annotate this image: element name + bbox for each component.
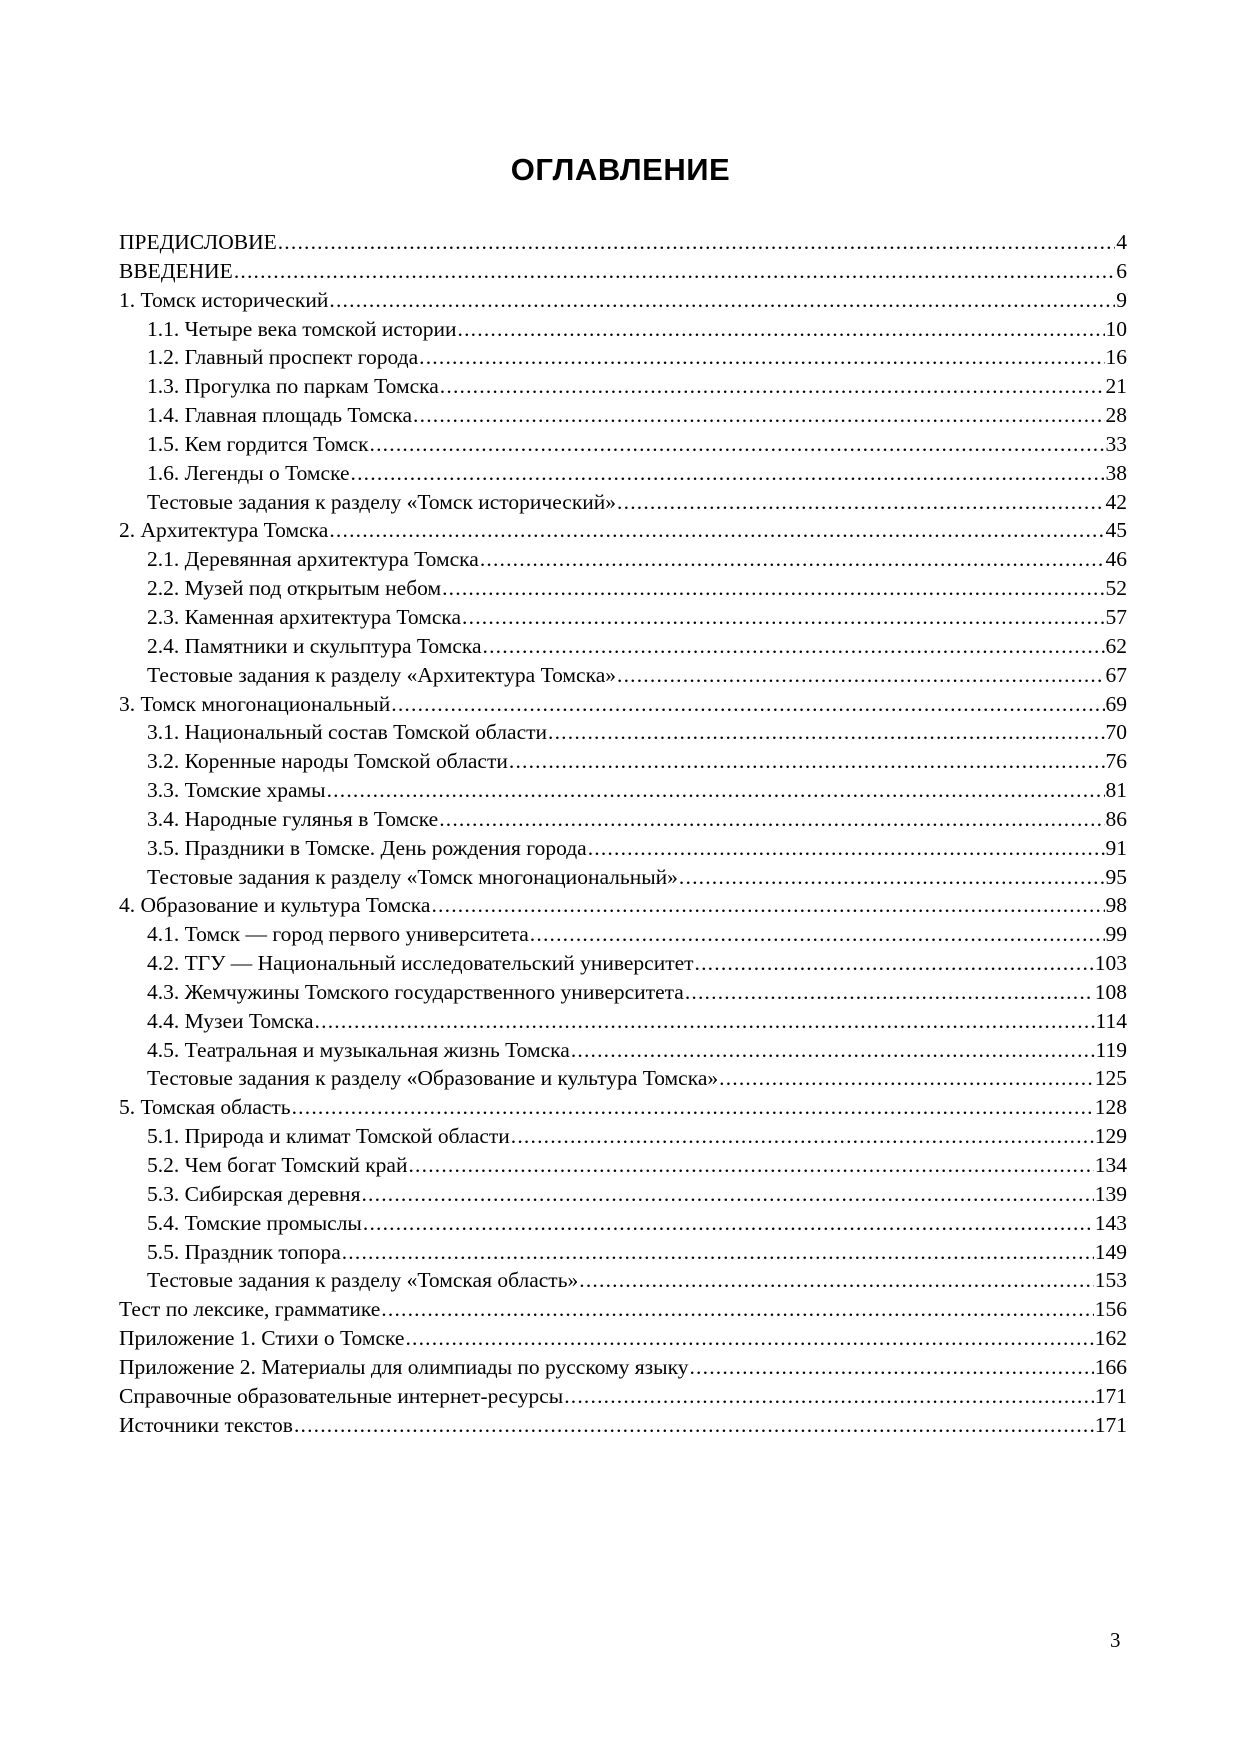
toc-entry[interactable] bbox=[119, 920, 1127, 949]
toc-entry-page: 42 bbox=[1105, 489, 1127, 514]
toc-entry-label: 2. Архитектура Томска bbox=[119, 518, 329, 543]
toc-entry[interactable] bbox=[119, 978, 1127, 1007]
toc-entry-page: 143 bbox=[1094, 1210, 1127, 1235]
toc-entry-label: 4.4. Музеи Томска bbox=[147, 1008, 314, 1033]
toc-entry-label: 1.4. Главная площадь Томска bbox=[147, 403, 413, 428]
toc-entry-label: Тестовые задания к разделу «Архитектура Томска» bbox=[147, 662, 616, 687]
toc-entry-page: 16 bbox=[1105, 345, 1127, 370]
toc-entry-label: 2.4. Памятники и скульптура Томска bbox=[147, 633, 482, 658]
toc-entry-label: 1.3. Прогулка по паркам Томска bbox=[147, 374, 439, 399]
toc-entry-page: 98 bbox=[1105, 893, 1127, 918]
toc-entry-label: 3.5. Праздники в Томске. День рождения города bbox=[147, 835, 587, 860]
toc-entry-page: 9 bbox=[1116, 287, 1127, 312]
toc-entry-label: 3.4. Народные гулянья в Томске bbox=[147, 806, 439, 831]
toc-entry-page: 81 bbox=[1105, 778, 1127, 803]
toc-entry-label: 4.3. Жемчужины Томского государственного университета bbox=[147, 979, 684, 1004]
toc-entry-page: 156 bbox=[1094, 1297, 1127, 1322]
toc-dot-leader bbox=[381, 1295, 1093, 1324]
toc-entry[interactable] bbox=[119, 343, 1127, 372]
toc-entry-page: 28 bbox=[1105, 403, 1127, 428]
toc-entry-page: 162 bbox=[1094, 1326, 1127, 1351]
toc-dot-leader bbox=[292, 1093, 1094, 1122]
toc-entry-page: 149 bbox=[1094, 1239, 1127, 1264]
toc-dot-leader bbox=[439, 805, 1104, 834]
toc-entry[interactable] bbox=[119, 603, 1127, 632]
toc-entry-label: 3.3. Томские храмы bbox=[147, 778, 326, 803]
toc-dot-leader bbox=[462, 603, 1104, 632]
toc-entry[interactable] bbox=[119, 949, 1127, 978]
toc-entry[interactable] bbox=[119, 1064, 1127, 1093]
toc-dot-leader bbox=[329, 286, 1115, 315]
toc-entry-page: 6 bbox=[1116, 258, 1127, 283]
toc-entry-page: 76 bbox=[1105, 749, 1127, 774]
toc-dot-leader bbox=[294, 1411, 1094, 1440]
toc-entry-label: 4.5. Театральная и музыкальная жизнь Томска bbox=[147, 1037, 570, 1062]
toc-entry[interactable] bbox=[119, 516, 1127, 545]
toc-dot-leader bbox=[689, 1353, 1093, 1382]
page-number: 3 bbox=[1110, 1628, 1121, 1652]
toc-dot-leader bbox=[483, 632, 1105, 661]
toc-entry[interactable] bbox=[119, 1122, 1127, 1151]
toc-entry[interactable] bbox=[119, 805, 1127, 834]
toc-entry[interactable] bbox=[119, 1324, 1127, 1353]
toc-entry[interactable] bbox=[119, 488, 1127, 517]
toc-entry-label: 1.5. Кем гордится Томск bbox=[147, 431, 369, 456]
toc-entry-page: 108 bbox=[1094, 979, 1127, 1004]
toc-dot-leader bbox=[458, 315, 1105, 344]
toc-entry-label: Тестовые задания к разделу «Томск многонациональный» bbox=[147, 864, 678, 889]
toc-entry[interactable] bbox=[119, 1151, 1127, 1180]
toc-entry-page: 91 bbox=[1105, 835, 1127, 860]
toc-entry-label: Источники текстов bbox=[119, 1412, 293, 1437]
toc-entry-page: 171 bbox=[1094, 1383, 1127, 1408]
toc-dot-leader bbox=[719, 1064, 1094, 1093]
toc-dot-leader bbox=[419, 343, 1104, 372]
toc-entry-page: 153 bbox=[1094, 1268, 1127, 1293]
toc-entry[interactable] bbox=[119, 1007, 1127, 1036]
toc-entry-page: 70 bbox=[1105, 720, 1127, 745]
toc-entry-page: 46 bbox=[1105, 547, 1127, 572]
toc-entry-label: 4.1. Томск — город первого университета bbox=[147, 922, 529, 947]
toc-dot-leader bbox=[564, 1382, 1094, 1411]
toc-dot-leader bbox=[361, 1180, 1093, 1209]
toc-dot-leader bbox=[480, 545, 1105, 574]
toc-dot-leader bbox=[571, 1036, 1095, 1065]
toc-entry[interactable] bbox=[119, 1180, 1127, 1209]
toc-dot-leader bbox=[442, 574, 1104, 603]
toc-entry-label: 5. Томская область bbox=[119, 1095, 291, 1120]
toc-entry-label: Приложение 2. Материалы для олимпиады по русскому языку bbox=[119, 1354, 689, 1379]
toc-entry-page: 139 bbox=[1094, 1181, 1127, 1206]
toc-entry[interactable] bbox=[119, 1093, 1127, 1122]
toc-entry-label: 5.4. Томские промыслы bbox=[147, 1210, 362, 1235]
toc-dot-leader bbox=[327, 776, 1105, 805]
toc-entry-page: 62 bbox=[1105, 633, 1127, 658]
toc-entry-label: 1. Томск исторический bbox=[119, 287, 329, 312]
toc-entry-page: 21 bbox=[1105, 374, 1127, 399]
toc-entry-label: 4.2. ТГУ — Национальный исследовательский университет bbox=[147, 951, 694, 976]
toc-dot-leader bbox=[579, 1266, 1093, 1295]
toc-entry-page: 38 bbox=[1105, 460, 1127, 485]
toc-dot-leader bbox=[329, 516, 1104, 545]
toc-dot-leader bbox=[391, 690, 1104, 719]
toc-dot-leader bbox=[509, 747, 1105, 776]
toc-entry[interactable] bbox=[119, 1266, 1127, 1295]
toc-entry-page: 134 bbox=[1094, 1153, 1127, 1177]
toc-entry-label: Тестовые задания к разделу «Томская область» bbox=[147, 1268, 579, 1293]
toc-entry[interactable] bbox=[119, 747, 1127, 776]
toc-entry-label: 4. Образование и культура Томска bbox=[119, 893, 431, 918]
toc-entry[interactable] bbox=[119, 1209, 1127, 1238]
toc-dot-leader bbox=[431, 891, 1104, 920]
toc-entry[interactable] bbox=[119, 430, 1127, 459]
toc-entry-page: 114 bbox=[1095, 1008, 1127, 1033]
toc-dot-leader bbox=[363, 1209, 1094, 1238]
toc-dot-leader bbox=[440, 372, 1105, 401]
toc-entry-label: 3.1. Национальный состав Томской области bbox=[147, 720, 548, 745]
toc-entry-label: 1.2. Главный проспект города bbox=[147, 345, 419, 370]
toc-entry-label: 5.1. Природа и климат Томской области bbox=[147, 1124, 510, 1149]
toc-entry-label: 5.3. Сибирская деревня bbox=[147, 1181, 361, 1206]
toc-entry-page: 171 bbox=[1094, 1412, 1127, 1437]
toc-entry-label: 2.2. Музей под открытым небом bbox=[147, 576, 442, 601]
toc-entry[interactable] bbox=[119, 1411, 1127, 1440]
toc-entry[interactable] bbox=[119, 718, 1127, 747]
toc-entry[interactable] bbox=[119, 891, 1127, 920]
toc-entry-page: 10 bbox=[1105, 316, 1127, 341]
toc-entry-page: 119 bbox=[1095, 1037, 1127, 1062]
toc-dot-leader bbox=[511, 1122, 1094, 1151]
toc-dot-leader bbox=[530, 920, 1105, 949]
toc-entry-label: 2.1. Деревянная архитектура Томска bbox=[147, 547, 479, 572]
table-of-contents bbox=[119, 228, 1127, 1439]
toc-entry[interactable] bbox=[119, 257, 1127, 286]
toc-entry-label: 3.2. Коренные народы Томской области bbox=[147, 749, 508, 774]
toc-dot-leader bbox=[342, 1238, 1094, 1267]
toc-entry[interactable] bbox=[119, 228, 1127, 257]
toc-dot-leader bbox=[617, 488, 1104, 517]
toc-entry-page: 67 bbox=[1105, 662, 1127, 687]
toc-entry-page: 95 bbox=[1105, 864, 1127, 889]
toc-dot-leader bbox=[685, 978, 1094, 1007]
toc-dot-leader bbox=[278, 228, 1116, 257]
toc-entry[interactable] bbox=[119, 315, 1127, 344]
toc-dot-leader bbox=[679, 863, 1105, 892]
toc-entry-page: 128 bbox=[1094, 1095, 1127, 1120]
toc-entry-page: 4 bbox=[1116, 230, 1127, 254]
toc-dot-leader bbox=[695, 949, 1094, 978]
toc-dot-leader bbox=[315, 1007, 1095, 1036]
toc-dot-leader bbox=[351, 459, 1105, 488]
toc-entry[interactable] bbox=[119, 574, 1127, 603]
toc-entry-label: 5.5. Праздник топора bbox=[147, 1239, 341, 1264]
toc-entry[interactable] bbox=[119, 372, 1127, 401]
toc-entry-page: 103 bbox=[1094, 951, 1127, 976]
toc-entry-page: 45 bbox=[1105, 518, 1127, 543]
toc-entry-label: Справочные образовательные интернет-ресурсы bbox=[119, 1383, 564, 1408]
toc-dot-leader bbox=[408, 1151, 1093, 1180]
toc-entry[interactable] bbox=[119, 834, 1127, 863]
toc-dot-leader bbox=[617, 661, 1105, 690]
toc-entry-page: 129 bbox=[1094, 1124, 1127, 1149]
toc-entry[interactable] bbox=[119, 1238, 1127, 1267]
toc-entry[interactable] bbox=[119, 661, 1127, 690]
toc-entry-label: Тест по лексике, грамматике bbox=[119, 1297, 381, 1322]
toc-entry[interactable] bbox=[119, 632, 1127, 661]
toc-entry-page: 125 bbox=[1094, 1066, 1127, 1091]
toc-entry[interactable] bbox=[119, 1036, 1127, 1065]
toc-entry-label: 1.1. Четыре века томской истории bbox=[147, 316, 457, 341]
toc-entry-page: 99 bbox=[1105, 922, 1127, 947]
toc-entry-page: 86 bbox=[1105, 806, 1127, 831]
toc-dot-leader bbox=[405, 1324, 1093, 1353]
toc-entry[interactable] bbox=[119, 1295, 1127, 1324]
toc-entry-page: 57 bbox=[1105, 604, 1127, 629]
toc-entry[interactable] bbox=[119, 776, 1127, 805]
toc-entry-label: Тестовые задания к разделу «Образование и культура Томска» bbox=[147, 1066, 719, 1091]
toc-entry[interactable] bbox=[119, 1353, 1127, 1382]
toc-dot-leader bbox=[370, 430, 1105, 459]
toc-entry-label: 3. Томск многонациональный bbox=[119, 691, 391, 716]
toc-dot-leader bbox=[413, 401, 1104, 430]
toc-entry-label: Приложение 1. Стихи о Томске bbox=[119, 1326, 405, 1351]
toc-entry[interactable] bbox=[119, 690, 1127, 719]
toc-entry-label: 5.2. Чем богат Томский край bbox=[147, 1153, 408, 1177]
page-title: ОГЛАВЛЕНИЕ bbox=[510, 152, 731, 187]
toc-entry[interactable] bbox=[119, 1382, 1127, 1411]
toc-entry-label: ПРЕДИСЛОВИЕ bbox=[119, 230, 277, 254]
toc-entry-label: Тестовые задания к разделу «Томск исторический» bbox=[147, 489, 617, 514]
toc-entry-page: 166 bbox=[1094, 1354, 1127, 1379]
toc-entry-label: 2.3. Каменная архитектура Томска bbox=[147, 604, 462, 629]
toc-entry-label: ВВЕДЕНИЕ bbox=[119, 258, 233, 283]
toc-dot-leader bbox=[548, 718, 1104, 747]
toc-dot-leader bbox=[234, 257, 1115, 286]
toc-entry[interactable] bbox=[119, 863, 1127, 892]
toc-entry[interactable] bbox=[119, 459, 1127, 488]
toc-entry[interactable] bbox=[119, 545, 1127, 574]
toc-entry[interactable] bbox=[119, 401, 1127, 430]
toc-entry-page: 52 bbox=[1105, 576, 1127, 601]
toc-entry[interactable] bbox=[119, 286, 1127, 315]
toc-entry-page: 33 bbox=[1105, 431, 1127, 456]
toc-dot-leader bbox=[588, 834, 1105, 863]
toc-entry-label: 1.6. Легенды о Томске bbox=[147, 460, 350, 485]
toc-entry-page: 69 bbox=[1105, 691, 1127, 716]
